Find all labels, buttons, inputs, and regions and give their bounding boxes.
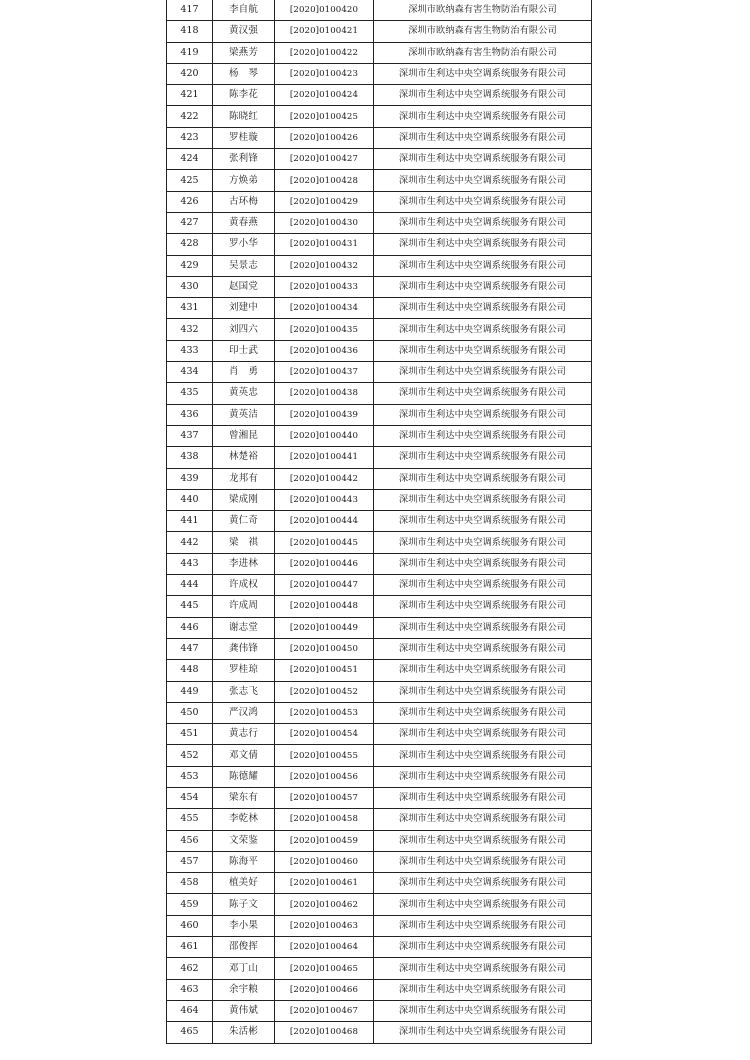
- row-number-cell: 463: [167, 979, 213, 1000]
- row-number-cell: 461: [167, 937, 213, 958]
- row-number-cell: 431: [167, 298, 213, 319]
- certificate-number-cell: [2020]0100433: [275, 276, 374, 297]
- company-name-cell: 深圳市生利达中央空调系统服务有限公司: [374, 617, 592, 638]
- certificate-number-cell: [2020]0100456: [275, 766, 374, 787]
- table-row: [167, 319, 592, 340]
- person-name-cell: 严汉鸿: [213, 702, 275, 723]
- company-name-cell: 深圳市生利达中央空调系统服务有限公司: [374, 787, 592, 808]
- person-name-cell: 罗小华: [213, 234, 275, 255]
- person-name-cell: 邓文倩: [213, 745, 275, 766]
- company-name-cell: 深圳市生利达中央空调系统服务有限公司: [374, 447, 592, 468]
- row-number-cell: 464: [167, 1000, 213, 1021]
- certificate-number-cell: [2020]0100439: [275, 404, 374, 425]
- certificate-number-cell: [2020]0100463: [275, 915, 374, 936]
- row-number-cell: 462: [167, 958, 213, 979]
- certificate-number-cell: [2020]0100425: [275, 106, 374, 127]
- table-row: [167, 298, 592, 319]
- row-number-cell: 420: [167, 63, 213, 84]
- row-number-cell: 440: [167, 489, 213, 510]
- company-name-cell: 深圳市生利达中央空调系统服务有限公司: [374, 937, 592, 958]
- company-name-cell: 深圳市欧纳森有害生物防治有限公司: [374, 42, 592, 63]
- certificate-number-cell: [2020]0100454: [275, 724, 374, 745]
- row-number-cell: 434: [167, 362, 213, 383]
- company-name-cell: 深圳市生利达中央空调系统服务有限公司: [374, 425, 592, 446]
- table-row: [167, 766, 592, 787]
- table-row: [167, 404, 592, 425]
- table-row: [167, 511, 592, 532]
- certificate-number-cell: [2020]0100420: [275, 0, 374, 21]
- person-name-cell: 梁燕芳: [213, 42, 275, 63]
- company-name-cell: 深圳市生利达中央空调系统服务有限公司: [374, 724, 592, 745]
- table-row: [167, 681, 592, 702]
- person-name-cell: 黄仁奇: [213, 511, 275, 532]
- table-row: [167, 958, 592, 979]
- row-number-cell: 455: [167, 809, 213, 830]
- company-name-cell: 深圳市生利达中央空调系统服务有限公司: [374, 170, 592, 191]
- person-name-cell: 刘建中: [213, 298, 275, 319]
- person-name-cell: 梁 祺: [213, 532, 275, 553]
- company-name-cell: 深圳市生利达中央空调系统服务有限公司: [374, 1022, 592, 1043]
- row-number-cell: 444: [167, 575, 213, 596]
- row-number-cell: 449: [167, 681, 213, 702]
- certificate-number-cell: [2020]0100443: [275, 489, 374, 510]
- certificate-number-cell: [2020]0100431: [275, 234, 374, 255]
- row-number-cell: 447: [167, 638, 213, 659]
- row-number-cell: 417: [167, 0, 213, 21]
- person-name-cell: 谢志堂: [213, 617, 275, 638]
- company-name-cell: 深圳市生利达中央空调系统服务有限公司: [374, 191, 592, 212]
- row-number-cell: 460: [167, 915, 213, 936]
- certificate-number-cell: [2020]0100467: [275, 1000, 374, 1021]
- person-name-cell: 邵俊挥: [213, 937, 275, 958]
- certificate-number-cell: [2020]0100460: [275, 851, 374, 872]
- certificate-number-cell: [2020]0100457: [275, 787, 374, 808]
- table-row: [167, 191, 592, 212]
- certificate-number-cell: [2020]0100455: [275, 745, 374, 766]
- person-name-cell: 黄春燕: [213, 212, 275, 233]
- row-number-cell: 429: [167, 255, 213, 276]
- table-row: [167, 340, 592, 361]
- company-name-cell: 深圳市生利达中央空调系统服务有限公司: [374, 575, 592, 596]
- company-name-cell: 深圳市生利达中央空调系统服务有限公司: [374, 979, 592, 1000]
- table-row: [167, 894, 592, 915]
- row-number-cell: 425: [167, 170, 213, 191]
- row-number-cell: 422: [167, 106, 213, 127]
- company-name-cell: 深圳市生利达中央空调系统服务有限公司: [374, 596, 592, 617]
- row-number-cell: 443: [167, 553, 213, 574]
- person-name-cell: 文荣鉴: [213, 830, 275, 851]
- certificate-number-cell: [2020]0100446: [275, 553, 374, 574]
- table-row: [167, 553, 592, 574]
- company-name-cell: 深圳市生利达中央空调系统服务有限公司: [374, 468, 592, 489]
- table-row: [167, 63, 592, 84]
- company-name-cell: 深圳市生利达中央空调系统服务有限公司: [374, 873, 592, 894]
- table-row: [167, 42, 592, 63]
- company-name-cell: 深圳市生利达中央空调系统服务有限公司: [374, 319, 592, 340]
- person-name-cell: 曾湘昆: [213, 425, 275, 446]
- person-name-cell: 罗桂璇: [213, 127, 275, 148]
- person-name-cell: 古环梅: [213, 191, 275, 212]
- table-row: [167, 915, 592, 936]
- certificate-number-cell: [2020]0100442: [275, 468, 374, 489]
- person-name-cell: 刘四六: [213, 319, 275, 340]
- company-name-cell: 深圳市生利达中央空调系统服务有限公司: [374, 362, 592, 383]
- person-name-cell: 张志飞: [213, 681, 275, 702]
- table-row: [167, 489, 592, 510]
- person-name-cell: 朱活彬: [213, 1022, 275, 1043]
- certificate-number-cell: [2020]0100436: [275, 340, 374, 361]
- table-row: [167, 425, 592, 446]
- row-number-cell: 459: [167, 894, 213, 915]
- person-name-cell: 李自航: [213, 0, 275, 21]
- person-name-cell: 陈晓红: [213, 106, 275, 127]
- company-name-cell: 深圳市生利达中央空调系统服务有限公司: [374, 383, 592, 404]
- company-name-cell: 深圳市生利达中央空调系统服务有限公司: [374, 681, 592, 702]
- certificate-number-cell: [2020]0100437: [275, 362, 374, 383]
- row-number-cell: 436: [167, 404, 213, 425]
- row-number-cell: 451: [167, 724, 213, 745]
- certificate-number-cell: [2020]0100429: [275, 191, 374, 212]
- certificate-number-cell: [2020]0100438: [275, 383, 374, 404]
- company-name-cell: 深圳市生利达中央空调系统服务有限公司: [374, 255, 592, 276]
- table-row: [167, 447, 592, 468]
- row-number-cell: 450: [167, 702, 213, 723]
- company-name-cell: 深圳市生利达中央空调系统服务有限公司: [374, 234, 592, 255]
- table-row: [167, 979, 592, 1000]
- person-name-cell: 罗桂琼: [213, 660, 275, 681]
- person-name-cell: 许成周: [213, 596, 275, 617]
- person-name-cell: 梁东有: [213, 787, 275, 808]
- certificate-number-cell: [2020]0100444: [275, 511, 374, 532]
- row-number-cell: 428: [167, 234, 213, 255]
- certificate-number-cell: [2020]0100461: [275, 873, 374, 894]
- row-number-cell: 426: [167, 191, 213, 212]
- person-name-cell: 林楚裕: [213, 447, 275, 468]
- company-name-cell: 深圳市生利达中央空调系统服务有限公司: [374, 1000, 592, 1021]
- person-name-cell: 李小果: [213, 915, 275, 936]
- person-name-cell: 龚伟锋: [213, 638, 275, 659]
- row-number-cell: 441: [167, 511, 213, 532]
- table-row: [167, 276, 592, 297]
- company-name-cell: 深圳市生利达中央空调系统服务有限公司: [374, 511, 592, 532]
- person-name-cell: 植美好: [213, 873, 275, 894]
- table-row: [167, 702, 592, 723]
- certificate-number-cell: [2020]0100427: [275, 149, 374, 170]
- certificate-number-cell: [2020]0100440: [275, 425, 374, 446]
- row-number-cell: 456: [167, 830, 213, 851]
- person-name-cell: 杨 琴: [213, 63, 275, 84]
- table-row: [167, 617, 592, 638]
- company-name-cell: 深圳市生利达中央空调系统服务有限公司: [374, 894, 592, 915]
- row-number-cell: 453: [167, 766, 213, 787]
- certificate-number-cell: [2020]0100430: [275, 212, 374, 233]
- person-name-cell: 陈德耀: [213, 766, 275, 787]
- person-name-cell: 余宇粮: [213, 979, 275, 1000]
- row-number-cell: 419: [167, 42, 213, 63]
- company-name-cell: 深圳市生利达中央空调系统服务有限公司: [374, 809, 592, 830]
- person-name-cell: 肖 勇: [213, 362, 275, 383]
- company-name-cell: 深圳市生利达中央空调系统服务有限公司: [374, 745, 592, 766]
- company-name-cell: 深圳市生利达中央空调系统服务有限公司: [374, 127, 592, 148]
- company-name-cell: 深圳市生利达中央空调系统服务有限公司: [374, 63, 592, 84]
- company-name-cell: 深圳市生利达中央空调系统服务有限公司: [374, 298, 592, 319]
- table-row: [167, 149, 592, 170]
- company-name-cell: 深圳市生利达中央空调系统服务有限公司: [374, 340, 592, 361]
- personnel-table: [166, 0, 592, 1044]
- certificate-number-cell: [2020]0100428: [275, 170, 374, 191]
- table-row: [167, 1000, 592, 1021]
- company-name-cell: 深圳市生利达中央空调系统服务有限公司: [374, 702, 592, 723]
- company-name-cell: 深圳市生利达中央空调系统服务有限公司: [374, 915, 592, 936]
- table-row: [167, 532, 592, 553]
- table-row: [167, 106, 592, 127]
- certificate-number-cell: [2020]0100422: [275, 42, 374, 63]
- person-name-cell: 邓丁山: [213, 958, 275, 979]
- certificate-number-cell: [2020]0100424: [275, 85, 374, 106]
- row-number-cell: 430: [167, 276, 213, 297]
- table-row: [167, 745, 592, 766]
- company-name-cell: 深圳市生利达中央空调系统服务有限公司: [374, 830, 592, 851]
- certificate-number-cell: [2020]0100445: [275, 532, 374, 553]
- company-name-cell: 深圳市生利达中央空调系统服务有限公司: [374, 553, 592, 574]
- certificate-number-cell: [2020]0100458: [275, 809, 374, 830]
- company-name-cell: 深圳市生利达中央空调系统服务有限公司: [374, 638, 592, 659]
- row-number-cell: 448: [167, 660, 213, 681]
- certificate-number-cell: [2020]0100468: [275, 1022, 374, 1043]
- row-number-cell: 457: [167, 851, 213, 872]
- certificate-number-cell: [2020]0100421: [275, 21, 374, 42]
- row-number-cell: 465: [167, 1022, 213, 1043]
- certificate-number-cell: [2020]0100464: [275, 937, 374, 958]
- person-name-cell: 张利锋: [213, 149, 275, 170]
- table-row: [167, 724, 592, 745]
- row-number-cell: 438: [167, 447, 213, 468]
- table-row: [167, 21, 592, 42]
- certificate-number-cell: [2020]0100426: [275, 127, 374, 148]
- table-row: [167, 937, 592, 958]
- certificate-number-cell: [2020]0100465: [275, 958, 374, 979]
- table-row: [167, 170, 592, 191]
- company-name-cell: 深圳市生利达中央空调系统服务有限公司: [374, 106, 592, 127]
- person-name-cell: 黄英洁: [213, 404, 275, 425]
- table-row: [167, 85, 592, 106]
- row-number-cell: 432: [167, 319, 213, 340]
- person-name-cell: 李乾林: [213, 809, 275, 830]
- certificate-number-cell: [2020]0100435: [275, 319, 374, 340]
- table-body: [167, 0, 592, 1043]
- company-name-cell: 深圳市生利达中央空调系统服务有限公司: [374, 489, 592, 510]
- row-number-cell: 437: [167, 425, 213, 446]
- person-name-cell: 黄汉强: [213, 21, 275, 42]
- row-number-cell: 458: [167, 873, 213, 894]
- certificate-number-cell: [2020]0100462: [275, 894, 374, 915]
- person-name-cell: 吴景志: [213, 255, 275, 276]
- table-row: [167, 787, 592, 808]
- person-name-cell: 梁成刚: [213, 489, 275, 510]
- row-number-cell: 435: [167, 383, 213, 404]
- company-name-cell: 深圳市生利达中央空调系统服务有限公司: [374, 851, 592, 872]
- certificate-number-cell: [2020]0100441: [275, 447, 374, 468]
- row-number-cell: 439: [167, 468, 213, 489]
- company-name-cell: 深圳市生利达中央空调系统服务有限公司: [374, 958, 592, 979]
- table-row: [167, 851, 592, 872]
- person-name-cell: 黄志行: [213, 724, 275, 745]
- table-row: [167, 212, 592, 233]
- person-name-cell: 陈海平: [213, 851, 275, 872]
- certificate-number-cell: [2020]0100448: [275, 596, 374, 617]
- row-number-cell: 433: [167, 340, 213, 361]
- company-name-cell: 深圳市生利达中央空调系统服务有限公司: [374, 149, 592, 170]
- row-number-cell: 454: [167, 787, 213, 808]
- certificate-number-cell: [2020]0100451: [275, 660, 374, 681]
- row-number-cell: 442: [167, 532, 213, 553]
- table-row: [167, 0, 592, 21]
- table-row: [167, 575, 592, 596]
- certificate-number-cell: [2020]0100459: [275, 830, 374, 851]
- certificate-number-cell: [2020]0100449: [275, 617, 374, 638]
- person-name-cell: 李进林: [213, 553, 275, 574]
- certificate-number-cell: [2020]0100452: [275, 681, 374, 702]
- company-name-cell: 深圳市生利达中央空调系统服务有限公司: [374, 404, 592, 425]
- certificate-number-cell: [2020]0100432: [275, 255, 374, 276]
- certificate-number-cell: [2020]0100453: [275, 702, 374, 723]
- person-name-cell: 印士武: [213, 340, 275, 361]
- row-number-cell: 423: [167, 127, 213, 148]
- certificate-number-cell: [2020]0100423: [275, 63, 374, 84]
- row-number-cell: 446: [167, 617, 213, 638]
- certificate-number-cell: [2020]0100434: [275, 298, 374, 319]
- row-number-cell: 418: [167, 21, 213, 42]
- person-name-cell: 方焕弟: [213, 170, 275, 191]
- company-name-cell: 深圳市生利达中央空调系统服务有限公司: [374, 85, 592, 106]
- certificate-number-cell: [2020]0100466: [275, 979, 374, 1000]
- table-row: [167, 873, 592, 894]
- table-row: [167, 234, 592, 255]
- certificate-number-cell: [2020]0100447: [275, 575, 374, 596]
- table-row: [167, 468, 592, 489]
- table-row: [167, 255, 592, 276]
- company-name-cell: 深圳市生利达中央空调系统服务有限公司: [374, 660, 592, 681]
- person-name-cell: 黄英忠: [213, 383, 275, 404]
- table-row: [167, 1022, 592, 1043]
- row-number-cell: 421: [167, 85, 213, 106]
- row-number-cell: 445: [167, 596, 213, 617]
- certificate-number-cell: [2020]0100450: [275, 638, 374, 659]
- person-name-cell: 许成权: [213, 575, 275, 596]
- row-number-cell: 427: [167, 212, 213, 233]
- person-name-cell: 黄伟斌: [213, 1000, 275, 1021]
- table-row: [167, 596, 592, 617]
- table-row: [167, 660, 592, 681]
- person-name-cell: 龙邦有: [213, 468, 275, 489]
- table-row: [167, 638, 592, 659]
- company-name-cell: 深圳市欧纳森有害生物防治有限公司: [374, 21, 592, 42]
- row-number-cell: 424: [167, 149, 213, 170]
- person-name-cell: 陈子文: [213, 894, 275, 915]
- table-row: [167, 830, 592, 851]
- company-name-cell: 深圳市生利达中央空调系统服务有限公司: [374, 532, 592, 553]
- person-name-cell: 赵国党: [213, 276, 275, 297]
- person-name-cell: 陈李花: [213, 85, 275, 106]
- company-name-cell: 深圳市生利达中央空调系统服务有限公司: [374, 276, 592, 297]
- table-row: [167, 809, 592, 830]
- row-number-cell: 452: [167, 745, 213, 766]
- company-name-cell: 深圳市生利达中央空调系统服务有限公司: [374, 766, 592, 787]
- company-name-cell: 深圳市欧纳森有害生物防治有限公司: [374, 0, 592, 21]
- table-row: [167, 127, 592, 148]
- table-row: [167, 383, 592, 404]
- table-row: [167, 362, 592, 383]
- company-name-cell: 深圳市生利达中央空调系统服务有限公司: [374, 212, 592, 233]
